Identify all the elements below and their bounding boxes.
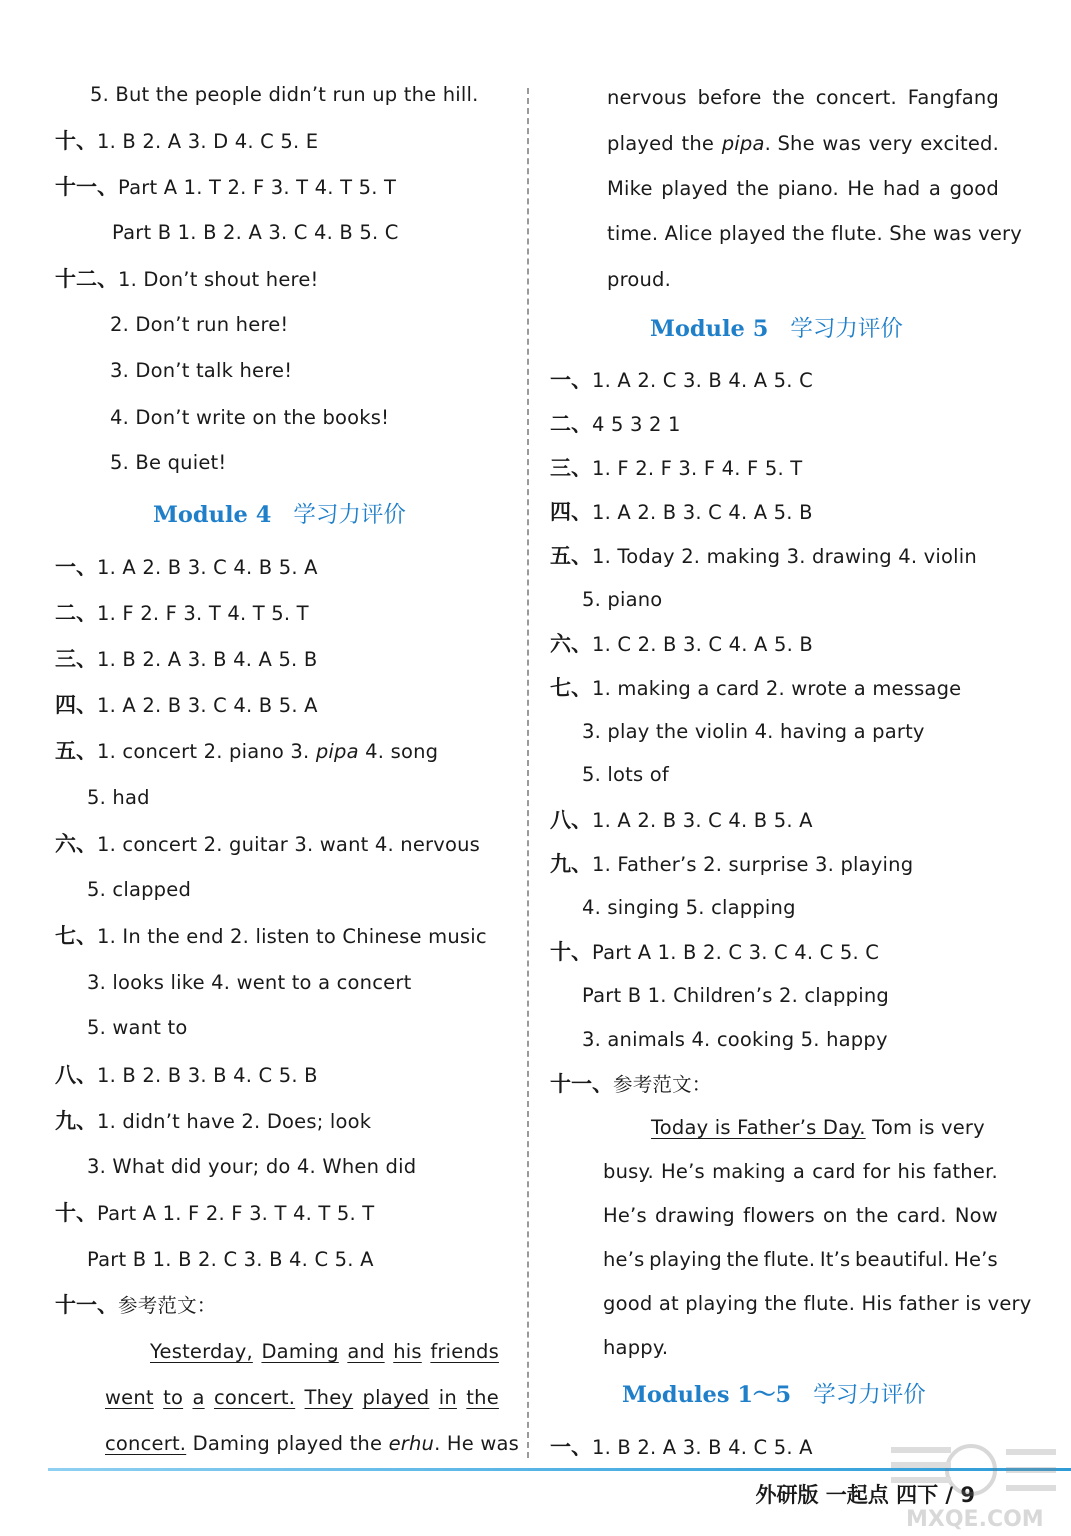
answer-line: 八、1. B 2. B 3. B 4. C 5. B <box>55 1063 318 1087</box>
answer-line: 八、1. A 2. B 3. C 4. B 5. A <box>550 808 813 832</box>
answer-line: 3. play the violin 4. having a party <box>582 720 925 743</box>
section-number: 四、 <box>55 693 97 717</box>
answer-line: 二、4 5 3 2 1 <box>550 412 681 436</box>
section-number: 十一、 <box>55 1293 118 1317</box>
answer-line: 二、1. F 2. F 3. T 4. T 5. T <box>55 601 309 625</box>
answer-line: 十、Part A 1. B 2. C 3. C 4. C 5. C <box>550 940 880 964</box>
answer-line: 十、1. B 2. A 3. D 4. C 5. E <box>55 129 319 153</box>
section-number: 四、 <box>550 500 592 524</box>
section-number: 十一、 <box>55 175 118 199</box>
section-number: 八、 <box>55 1063 97 1087</box>
answer-line: 一、1. A 2. C 3. B 4. A 5. C <box>550 368 813 392</box>
essay-line: Yesterday, Daming and his friends <box>150 1340 499 1363</box>
answer-line: 四、1. A 2. B 3. C 4. B 5. A <box>55 693 318 717</box>
essay-line: concert. Daming played the erhu. He was <box>105 1432 520 1455</box>
section-number: 五、 <box>550 544 592 568</box>
answer-line: 5. Be quiet! <box>110 451 227 474</box>
answer-line: 3. looks like 4. went to a concert <box>87 971 412 994</box>
modules-1-5-heading: Modules 1～5 学习力评价 <box>622 1382 926 1408</box>
section-number: 六、 <box>55 832 97 856</box>
answer-line: Part B 1. B 2. A 3. C 4. B 5. C <box>112 221 399 244</box>
answer-line: 5. But the people didn’t run up the hill. <box>90 83 479 106</box>
watermark-text: MXQE.COM <box>906 1507 1044 1532</box>
answer-line: 3. animals 4. cooking 5. happy <box>582 1028 888 1051</box>
answer-line: 九、1. didn’t have 2. Does; look <box>55 1109 372 1133</box>
answer-line: 2. Don’t run here! <box>110 313 289 336</box>
answer-line: 十二、1. Don’t shout here! <box>55 267 319 291</box>
answer-line: 七、1. making a card 2. wrote a message <box>550 676 962 700</box>
answer-line: 3. What did your; do 4. When did <box>87 1155 417 1178</box>
essay-line: good at playing the flute. His father is very <box>603 1292 1032 1315</box>
answer-line: 十、Part A 1. F 2. F 3. T 4. T 5. T <box>55 1201 375 1225</box>
answer-line: 5. had <box>87 786 150 809</box>
answer-line: 5. clapped <box>87 878 192 901</box>
section-number: 十二、 <box>55 267 118 291</box>
section-number: 十、 <box>55 129 97 153</box>
section-number: 十、 <box>55 1201 97 1225</box>
section-number: 七、 <box>550 676 592 700</box>
answer-line: 5. piano <box>582 588 663 611</box>
essay-line: Mike played the piano. He had a good <box>607 177 999 200</box>
answer-line: 三、1. F 2. F 3. F 4. F 5. T <box>550 456 803 480</box>
answer-line: 4. singing 5. clapping <box>582 896 796 919</box>
section-number: 六、 <box>550 632 592 656</box>
essay-line: He’s drawing flowers on the card. Now <box>603 1204 998 1227</box>
section-number: 一、 <box>550 1435 592 1459</box>
section-number: 九、 <box>55 1109 97 1133</box>
section-number: 三、 <box>55 647 97 671</box>
essay-line: played the pipa. She was very excited. <box>607 132 999 155</box>
section-number: 九、 <box>550 852 592 876</box>
section-number: 二、 <box>55 601 97 625</box>
watermark-logo <box>821 1440 1071 1536</box>
essay-line: he’s playing the flute. It’s beautiful. He’s <box>603 1248 998 1271</box>
answer-line: 九、1. Father’s 2. surprise 3. playing <box>550 852 914 876</box>
answer-line: 5. lots of <box>582 763 669 786</box>
answer-line: 十一、参考范文： <box>55 1293 217 1317</box>
watermark-strokes <box>891 1450 1056 1488</box>
answer-line: 六、1. concert 2. guitar 3. want 4. nervous <box>55 832 481 856</box>
section-number: 七、 <box>55 924 97 948</box>
section-number: 五、 <box>55 739 97 763</box>
answer-line: 三、1. B 2. A 3. B 4. A 5. B <box>55 647 318 671</box>
module-5-heading: Module 5 学习力评价 <box>650 316 903 342</box>
answer-line: 五、1. concert 2. piano 3. pipa 4. song <box>55 739 439 763</box>
section-number: 八、 <box>550 808 592 832</box>
essay-line: Today is Father’s Day. Tom is very <box>651 1116 985 1139</box>
answer-line: 一、1. A 2. B 3. C 4. B 5. A <box>55 555 318 579</box>
answer-line: 五、1. Today 2. making 3. drawing 4. violin <box>550 544 977 568</box>
column-divider <box>527 88 529 1458</box>
answer-line: Part B 1. Children’s 2. clapping <box>582 984 889 1007</box>
answer-line: 七、1. In the end 2. listen to Chinese music <box>55 924 487 948</box>
module-4-heading: Module 4 学习力评价 <box>153 502 406 528</box>
answer-line: 六、1. C 2. B 3. C 4. A 5. B <box>550 632 813 656</box>
answer-line: 四、1. A 2. B 3. C 4. A 5. B <box>550 500 813 524</box>
answer-line: Part B 1. B 2. C 3. B 4. C 5. A <box>87 1248 374 1271</box>
answer-line: 5. want to <box>87 1016 188 1039</box>
essay-line: proud. <box>607 268 672 291</box>
essay-line: time. Alice played the flute. She was very <box>607 222 1022 245</box>
essay-line: busy. He’s making a card for his father. <box>603 1160 998 1183</box>
essay-line: happy. <box>603 1336 669 1359</box>
section-number: 一、 <box>55 555 97 579</box>
section-number: 三、 <box>550 456 592 480</box>
essay-line: nervous before the concert. Fangfang <box>607 86 999 109</box>
section-number: 一、 <box>550 368 592 392</box>
answer-line: 3. Don’t talk here! <box>110 359 293 382</box>
answer-line: 十一、Part A 1. T 2. F 3. T 4. T 5. T <box>55 175 397 199</box>
section-number: 十、 <box>550 940 592 964</box>
essay-line: went to a concert. They played in the <box>105 1386 499 1409</box>
answer-line: 4. Don’t write on the books! <box>110 406 390 429</box>
answer-line: 一、1. B 2. A 3. B 4. C 5. A <box>550 1435 813 1459</box>
section-number: 十一、 <box>550 1072 613 1096</box>
section-number: 二、 <box>550 412 592 436</box>
watermark-circle <box>947 1446 995 1494</box>
footer-page-label: 外研版 一起点 四下 / 9 <box>755 1483 975 1507</box>
answer-line: 十一、参考范文： <box>550 1072 712 1096</box>
